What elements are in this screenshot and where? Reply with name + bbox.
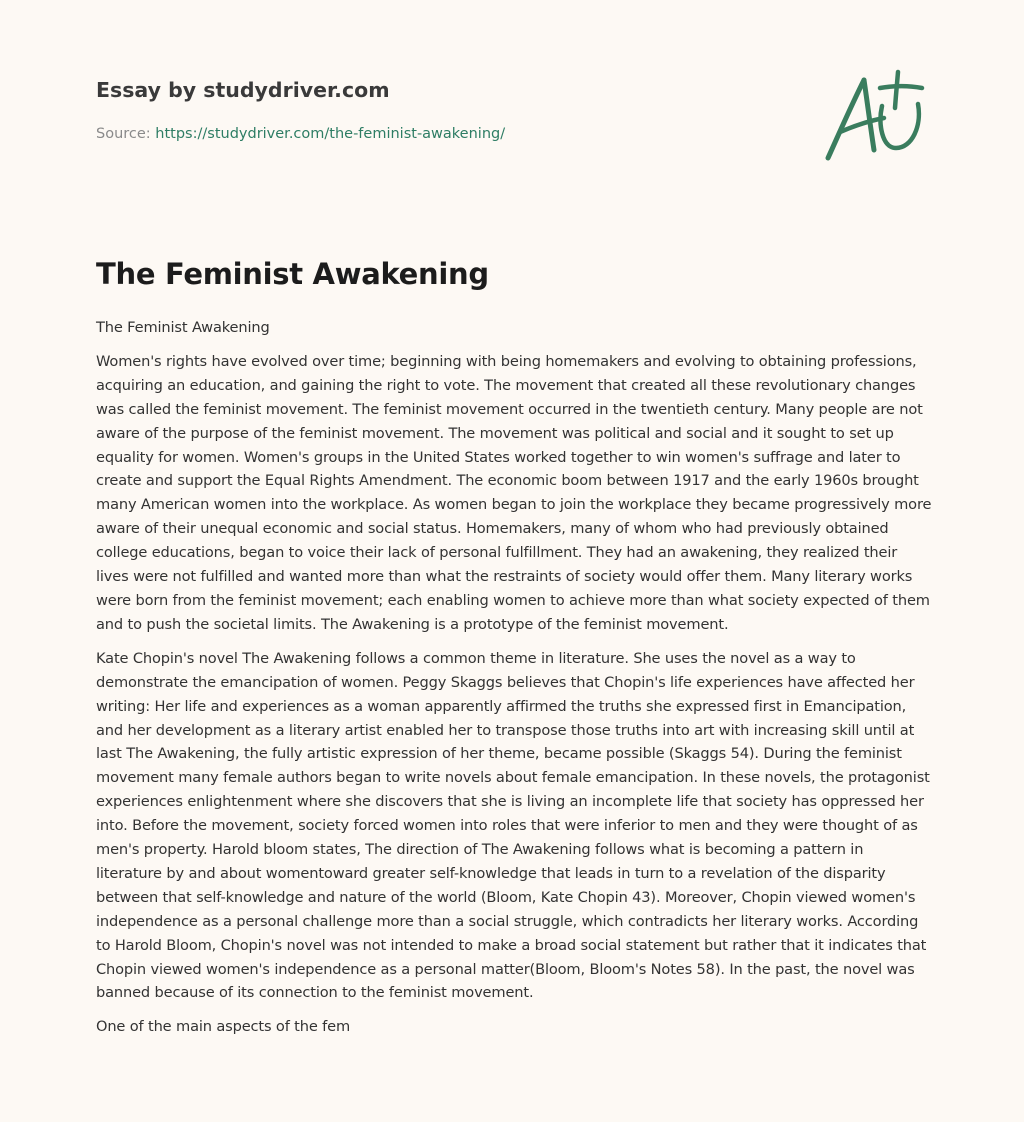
source-link[interactable]: https://studydriver.com/the-feminist-awakening/	[155, 126, 506, 142]
paragraph: The Feminist Awakening	[96, 319, 270, 336]
paragraph: One of the main aspects of the fem	[96, 1018, 351, 1036]
essay-body	[96, 316, 932, 1049]
paragraph: Women's rights have evolved over time; beginning with being homemakers and evolving to obtaining professions, acquiring an education, and gaining the right to vote. The movement that created all these revolutionary changes was called the feminist movement. The feminist movement occurred in the twentieth century. Many people are not aware of the purpose of the feminist movement. The movement was political and social and it sought to set up equality for women. Women's groups in the United States worked together to win women's suffrage and later to create and support the Equal Rights Amendment. The economic boom between 1917 and the early 1960s brought many American women into the workplace. As women began to join the workplace they became progressively more aware of their unequal economic and social status. Homemakers, many of whom who had previously obtained college educations, began to voice their lack of personal fulfillment. They had an awakening, they realized their lives were not fulfilled and wanted more than what the restraints of society would offer them. Many literary works were born from the feminist movement; each enabling women to achieve more than what society expected of them and to push the societal limits. The Awakening is a prototype of the feminist movement.	[96, 352, 932, 633]
paragraph: Kate Chopin's novel The Awakening follows a common theme in literature. She uses the novel as a way to demonstrate the emancipation of women. Peggy Skaggs believes that Chopin's life experiences have affected her writing: Her life and experiences as a woman apparently affirmed the truths she expressed first in Emancipation, and her development as a literary artist enabled her to transpose those truths into art with increasing skill until at last The Awakening, the fully artistic expression of her theme, became possible (Skaggs 54). During the feminist movement many female authors began to write novels about female emancipation. In these novels, the protagonist experiences enlightenment where she discovers that she is living an incomplete life that society has oppressed her into. Before the movement, society forced women into roles that were inferior to men and they were thought of as men's property. Harold bloom states, The direction of The Awakening follows what is becoming a pattern in literature by and about womentoward greater self-knowledge that leads in turn to a revelation of the disparity between that self-knowledge and nature of the world (Bloom, Kate Chopin 43). Moreover, Chopin viewed women's independence as a personal challenge more than a social struggle, which contradicts her literary works. According to Harold Bloom, Chopin's novel was not intended to make a broad social statement but rather that it indicates that Chopin viewed women's independence as a personal matter(Bloom, Bloom's Notes 58). In the past, the novel was banned because of its connection to the feminist movement.	[96, 649, 930, 1002]
essay-title: The Feminist Awakening	[96, 257, 489, 291]
a-plus-icon	[818, 66, 930, 170]
brand-title: Essay by studydriver.com	[96, 78, 390, 102]
page-header	[96, 76, 796, 144]
source-label: Source:	[96, 126, 156, 142]
source-line	[96, 124, 796, 144]
